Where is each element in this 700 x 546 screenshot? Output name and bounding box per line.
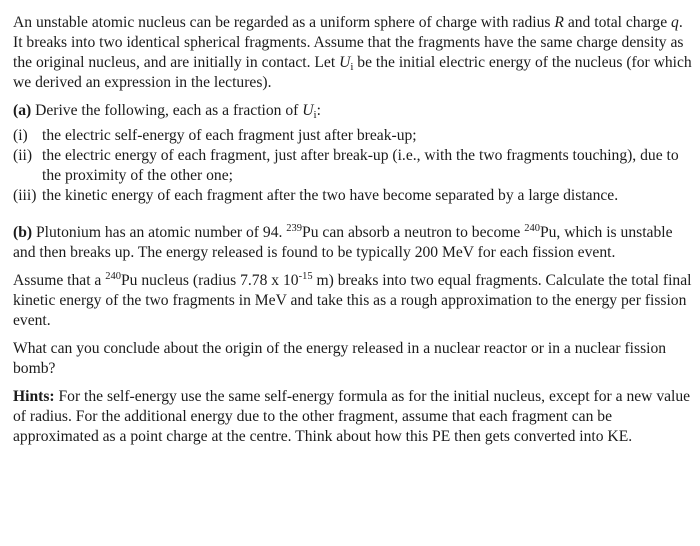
part-b-text-2: Pu can absorb a neutron to become [302, 224, 525, 241]
part-b-label: (b) [13, 224, 33, 241]
part-a-label: (a) [13, 102, 32, 119]
part-b-paragraph [13, 223, 693, 263]
part-a-symbol-u-subscript: i [313, 109, 317, 121]
assume-paragraph [13, 271, 693, 331]
intro-text-4: be the initial electric energy of the nucleus (for which we derived an expression in the lectures). [13, 54, 692, 91]
part-a-item-1 [13, 126, 693, 146]
list-number: (i) [13, 127, 28, 144]
list-number: (ii) [13, 147, 33, 164]
part-b-text-1: Plutonium has an atomic number of 94. [32, 224, 287, 241]
problem-document [13, 13, 693, 455]
assume-text-1: Assume that a [13, 272, 106, 289]
symbol-q: q [671, 14, 679, 31]
section-spacer [13, 206, 693, 223]
assume-mass-number: 240 [105, 271, 121, 282]
list-text: the kinetic energy of each fragment after the two have become separated by a large distance. [42, 187, 619, 204]
part-a-text-2: : [316, 102, 321, 119]
part-b-text-3: Pu, which is unstable and then breaks up. The energy released is found to be typically 200 MeV for each fission event. [13, 224, 673, 261]
intro-text-3: . It breaks into two identical spherical fragments. Assume that the fragments have the same charge density as the original nucleus, and are initially in contact. Let [13, 14, 684, 71]
conclusion-text: What can you conclude about the origin of the energy released in a nuclear reactor or in a nuclear fission bomb? [13, 340, 667, 377]
symbol-r: R [554, 14, 564, 31]
part-a-text-1: Derive the following, each as a fraction of [31, 102, 303, 119]
exponent: -15 [298, 271, 313, 282]
symbol-u-subscript: i [350, 61, 354, 73]
mass-number-240: 240 [524, 223, 540, 234]
hints-label: Hints: [13, 388, 55, 405]
part-a-item-2 [13, 146, 693, 186]
symbol-u: U [339, 54, 351, 71]
assume-text-3: m) breaks into two equal fragments. Calculate the total final kinetic energy of the two fragments in MeV and take this as a rough approximation to the energy per fission event. [13, 272, 692, 329]
intro-paragraph [13, 13, 693, 93]
hints-paragraph [13, 387, 693, 447]
list-text: the electric self-energy of each fragment just after break-up; [42, 127, 417, 144]
list-number: (iii) [13, 187, 37, 204]
intro-text-2: and total charge [563, 14, 672, 31]
mass-number-239: 239 [286, 223, 303, 234]
part-a-heading [13, 101, 693, 121]
conclusion-question [13, 339, 693, 379]
intro-text-1: An unstable atomic nucleus can be regarded as a uniform sphere of charge with radius [13, 14, 555, 31]
part-a-item-3 [13, 186, 693, 206]
part-a-symbol-u: U [302, 102, 314, 119]
list-text: the electric energy of each fragment, just after break-up (i.e., with the two fragments touching), due to the proximity of the other one; [42, 147, 679, 184]
hints-text: For the self-energy use the same self-energy formula as for the initial nucleus, except for a new value of radius. For the additional energy due to the other fragment, assume that each fragment can be approximated as a point charge at the centre. Think about how this PE then gets converted into KE. [13, 388, 691, 445]
assume-text-2: Pu nucleus (radius 7.78 x 10 [121, 272, 299, 289]
